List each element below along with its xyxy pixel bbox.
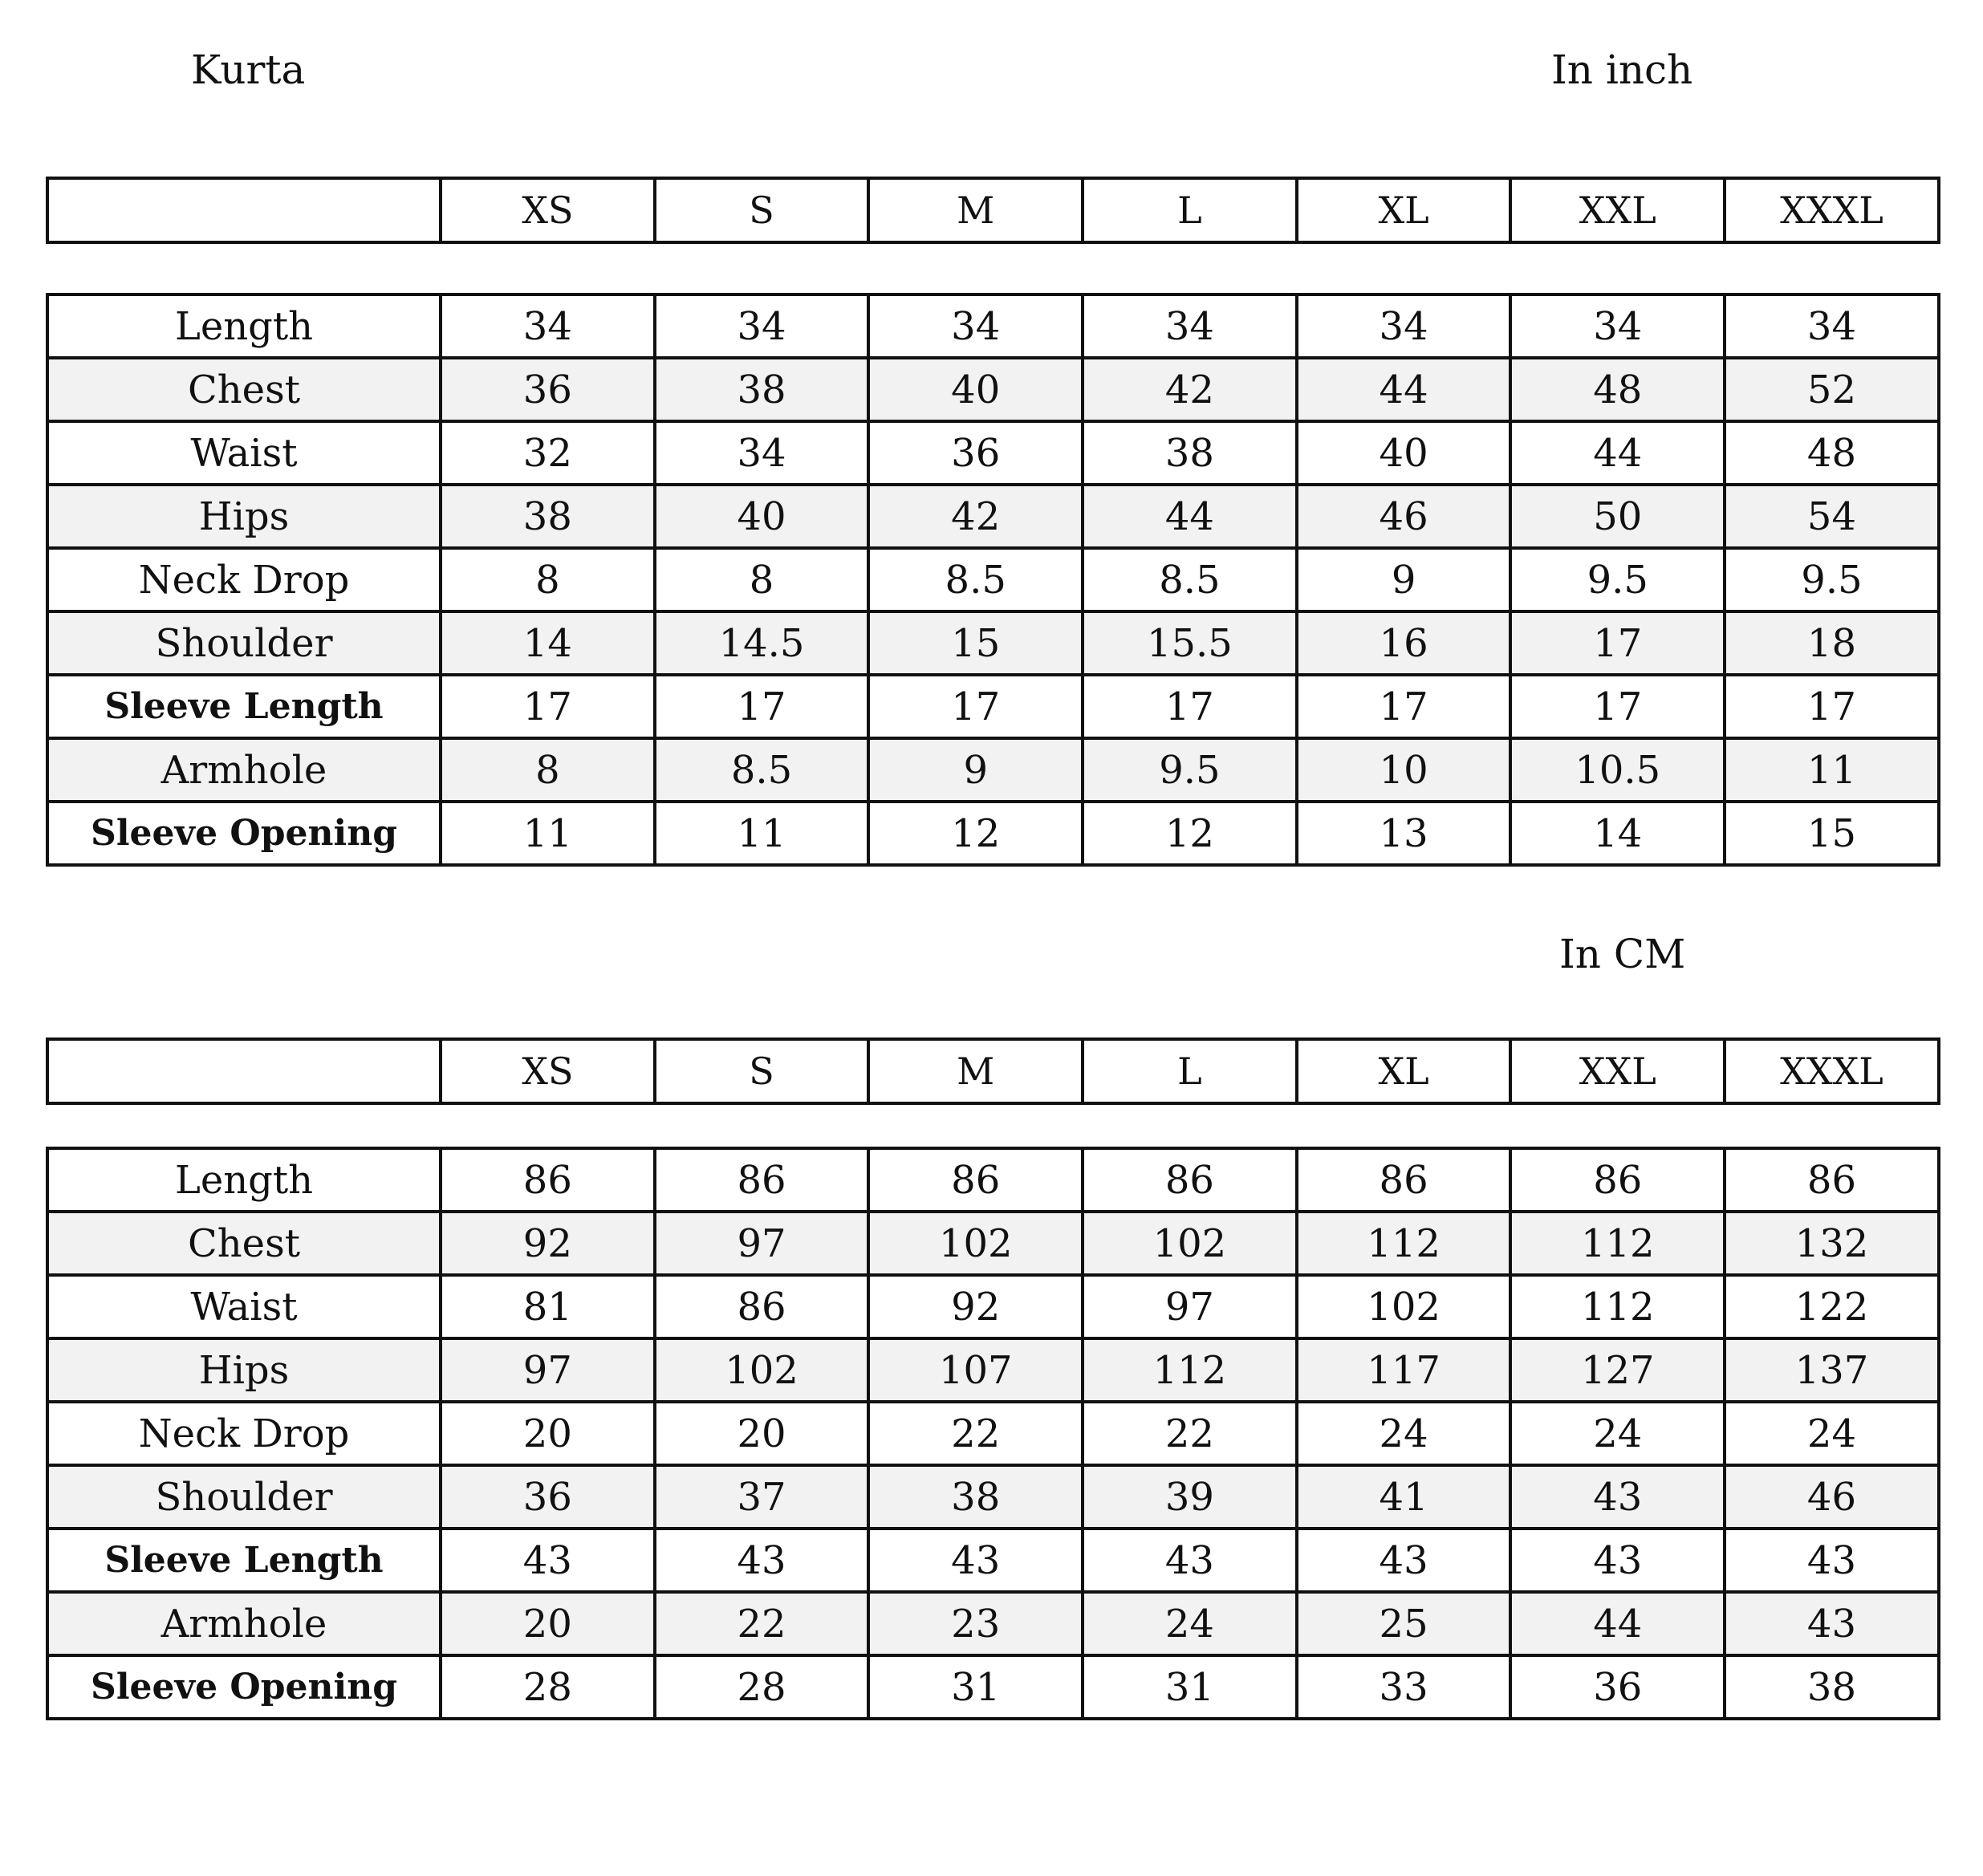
measurement-row — [47, 1529, 1939, 1592]
measurement-value: 38 — [441, 485, 655, 548]
measurement-value: 23 — [868, 1592, 1083, 1655]
measurement-value: 43 — [1510, 1529, 1725, 1592]
measurement-value: 54 — [1725, 485, 1939, 548]
measurement-value: 17 — [1725, 675, 1939, 738]
measurement-value: 40 — [655, 485, 869, 548]
measurement-value: 17 — [868, 675, 1083, 738]
measurement-value: 17 — [1510, 611, 1725, 675]
measurement-value: 34 — [441, 294, 655, 358]
measurement-label: Length — [47, 1148, 441, 1212]
measurement-value: 17 — [1083, 675, 1297, 738]
measurement-label: Chest — [47, 358, 441, 421]
measurement-value: 22 — [1083, 1402, 1297, 1465]
measurement-row — [47, 358, 1939, 421]
measurement-value: 18 — [1725, 611, 1939, 675]
measurement-row — [47, 1465, 1939, 1529]
measurement-value: 102 — [655, 1338, 869, 1402]
measurement-value: 20 — [441, 1402, 655, 1465]
inch-unit-caption: In inch — [1551, 47, 1693, 93]
measurement-value: 36 — [441, 1465, 655, 1529]
measurement-value: 112 — [1297, 1212, 1511, 1275]
measurement-value: 102 — [868, 1212, 1083, 1275]
size-header-cell: XXL — [1510, 178, 1725, 242]
measurement-value: 24 — [1083, 1592, 1297, 1655]
measurement-value: 34 — [655, 294, 869, 358]
measurement-value: 102 — [1297, 1275, 1511, 1338]
measurement-row — [47, 1592, 1939, 1655]
measurement-value: 17 — [441, 675, 655, 738]
measurement-value: 11 — [655, 802, 869, 865]
measurement-value: 127 — [1510, 1338, 1725, 1402]
measurement-value: 9.5 — [1510, 548, 1725, 611]
size-header-cell: XS — [441, 1039, 655, 1103]
measurement-label: Neck Drop — [47, 1402, 441, 1465]
inch-measurements-table — [46, 293, 1940, 867]
measurement-value: 86 — [655, 1275, 869, 1338]
measurement-value: 17 — [1510, 675, 1725, 738]
measurement-label: Shoulder — [47, 611, 441, 675]
size-header-row — [47, 178, 1939, 242]
measurement-value: 86 — [868, 1148, 1083, 1212]
measurement-value: 40 — [1297, 421, 1511, 485]
measurement-value: 43 — [868, 1529, 1083, 1592]
measurement-value: 22 — [655, 1592, 869, 1655]
size-header-cell: XL — [1297, 1039, 1511, 1103]
measurement-value: 31 — [1083, 1655, 1297, 1719]
measurement-value: 24 — [1725, 1402, 1939, 1465]
measurement-value: 9 — [1297, 548, 1511, 611]
inch-size-header-table — [46, 177, 1940, 244]
measurement-value: 8 — [441, 738, 655, 802]
measurement-value: 20 — [441, 1592, 655, 1655]
size-header-cell: S — [655, 178, 869, 242]
measurement-label: Sleeve Length — [47, 1529, 441, 1592]
measurement-value: 34 — [1510, 294, 1725, 358]
measurement-value: 43 — [441, 1529, 655, 1592]
measurement-value: 86 — [655, 1148, 869, 1212]
measurement-value: 28 — [441, 1655, 655, 1719]
measurement-value: 46 — [1725, 1465, 1939, 1529]
measurement-value: 15 — [868, 611, 1083, 675]
measurement-row — [47, 802, 1939, 865]
measurement-value: 41 — [1297, 1465, 1511, 1529]
measurement-value: 48 — [1510, 358, 1725, 421]
measurement-value: 34 — [1725, 294, 1939, 358]
measurement-value: 43 — [655, 1529, 869, 1592]
measurement-label: Hips — [47, 1338, 441, 1402]
measurement-value: 20 — [655, 1402, 869, 1465]
measurement-label: Sleeve Opening — [47, 802, 441, 865]
size-header-cell: XXXL — [1725, 1039, 1939, 1103]
measurement-value: 28 — [655, 1655, 869, 1719]
measurement-value: 92 — [868, 1275, 1083, 1338]
size-header-cell: XS — [441, 178, 655, 242]
measurement-value: 38 — [1083, 421, 1297, 485]
measurement-value: 34 — [1083, 294, 1297, 358]
measurement-value: 50 — [1510, 485, 1725, 548]
measurement-value: 97 — [1083, 1275, 1297, 1338]
measurement-value: 12 — [1083, 802, 1297, 865]
measurement-value: 10.5 — [1510, 738, 1725, 802]
measurement-value: 42 — [868, 485, 1083, 548]
measurement-value: 38 — [1725, 1655, 1939, 1719]
measurement-value: 112 — [1510, 1212, 1725, 1275]
size-header-cell: L — [1083, 178, 1297, 242]
measurement-value: 86 — [1297, 1148, 1511, 1212]
header-empty-cell — [47, 1039, 441, 1103]
measurement-value: 8 — [441, 548, 655, 611]
measurement-value: 11 — [1725, 738, 1939, 802]
measurement-value: 9.5 — [1083, 738, 1297, 802]
measurement-value: 36 — [1510, 1655, 1725, 1719]
measurement-value: 17 — [1297, 675, 1511, 738]
cm-size-header-table — [46, 1037, 1940, 1105]
measurement-value: 44 — [1083, 485, 1297, 548]
measurement-label: Waist — [47, 1275, 441, 1338]
measurement-value: 86 — [1510, 1148, 1725, 1212]
measurement-row — [47, 738, 1939, 802]
measurement-value: 14 — [1510, 802, 1725, 865]
measurement-value: 112 — [1083, 1338, 1297, 1402]
size-header-cell: M — [868, 1039, 1083, 1103]
measurement-label: Sleeve Opening — [47, 1655, 441, 1719]
measurement-value: 31 — [868, 1655, 1083, 1719]
measurement-value: 52 — [1725, 358, 1939, 421]
size-header-cell: S — [655, 1039, 869, 1103]
measurement-value: 22 — [868, 1402, 1083, 1465]
measurement-value: 43 — [1297, 1529, 1511, 1592]
measurement-row — [47, 1148, 1939, 1212]
measurement-value: 9 — [868, 738, 1083, 802]
cm-measurements-table — [46, 1147, 1940, 1720]
measurement-value: 8 — [655, 548, 869, 611]
measurement-label: Armhole — [47, 1592, 441, 1655]
measurement-row — [47, 1275, 1939, 1338]
measurement-row — [47, 675, 1939, 738]
measurement-value: 107 — [868, 1338, 1083, 1402]
measurement-value: 33 — [1297, 1655, 1511, 1719]
measurement-value: 25 — [1297, 1592, 1511, 1655]
measurement-value: 36 — [868, 421, 1083, 485]
measurement-row — [47, 485, 1939, 548]
size-header-cell: XXL — [1510, 1039, 1725, 1103]
measurement-label: Chest — [47, 1212, 441, 1275]
measurement-value: 92 — [441, 1212, 655, 1275]
measurement-value: 43 — [1083, 1529, 1297, 1592]
measurement-value: 32 — [441, 421, 655, 485]
measurement-value: 8.5 — [1083, 548, 1297, 611]
measurement-value: 43 — [1510, 1465, 1725, 1529]
measurement-value: 44 — [1510, 1592, 1725, 1655]
measurement-label: Sleeve Length — [47, 675, 441, 738]
measurement-label: Hips — [47, 485, 441, 548]
measurement-row — [47, 1655, 1939, 1719]
measurement-value: 39 — [1083, 1465, 1297, 1529]
measurement-value: 132 — [1725, 1212, 1939, 1275]
document-title: Kurta — [191, 47, 306, 93]
measurement-label: Waist — [47, 421, 441, 485]
measurement-value: 86 — [1083, 1148, 1297, 1212]
size-header-cell: XL — [1297, 178, 1511, 242]
measurement-label: Neck Drop — [47, 548, 441, 611]
measurement-value: 40 — [868, 358, 1083, 421]
measurement-value: 8.5 — [868, 548, 1083, 611]
measurement-value: 97 — [655, 1212, 869, 1275]
measurement-row — [47, 548, 1939, 611]
measurement-value: 43 — [1725, 1529, 1939, 1592]
size-header-cell: XXXL — [1725, 178, 1939, 242]
measurement-row — [47, 1212, 1939, 1275]
measurement-value: 86 — [441, 1148, 655, 1212]
size-header-cell: L — [1083, 1039, 1297, 1103]
measurement-value: 24 — [1510, 1402, 1725, 1465]
measurement-value: 112 — [1510, 1275, 1725, 1338]
measurement-row — [47, 1402, 1939, 1465]
measurement-value: 37 — [655, 1465, 869, 1529]
measurement-value: 44 — [1510, 421, 1725, 485]
measurement-value: 97 — [441, 1338, 655, 1402]
size-header-row — [47, 1039, 1939, 1103]
measurement-value: 15.5 — [1083, 611, 1297, 675]
measurement-value: 13 — [1297, 802, 1511, 865]
measurement-value: 8.5 — [655, 738, 869, 802]
measurement-value: 17 — [655, 675, 869, 738]
measurement-value: 24 — [1297, 1402, 1511, 1465]
cm-unit-caption: In CM — [1559, 931, 1686, 977]
size-header-cell: M — [868, 178, 1083, 242]
measurement-value: 15 — [1725, 802, 1939, 865]
measurement-value: 122 — [1725, 1275, 1939, 1338]
measurement-value: 11 — [441, 802, 655, 865]
measurement-value: 38 — [655, 358, 869, 421]
measurement-value: 34 — [655, 421, 869, 485]
measurement-value: 36 — [441, 358, 655, 421]
measurement-row — [47, 1338, 1939, 1402]
measurement-label: Armhole — [47, 738, 441, 802]
measurement-value: 9.5 — [1725, 548, 1939, 611]
measurement-value: 10 — [1297, 738, 1511, 802]
measurement-value: 81 — [441, 1275, 655, 1338]
measurement-value: 46 — [1297, 485, 1511, 548]
measurement-value: 43 — [1725, 1592, 1939, 1655]
measurement-value: 137 — [1725, 1338, 1939, 1402]
measurement-value: 117 — [1297, 1338, 1511, 1402]
measurement-row — [47, 611, 1939, 675]
measurement-value: 42 — [1083, 358, 1297, 421]
measurement-label: Shoulder — [47, 1465, 441, 1529]
measurement-value: 14 — [441, 611, 655, 675]
measurement-value: 48 — [1725, 421, 1939, 485]
measurement-value: 44 — [1297, 358, 1511, 421]
measurement-value: 12 — [868, 802, 1083, 865]
measurement-value: 102 — [1083, 1212, 1297, 1275]
measurement-value: 14.5 — [655, 611, 869, 675]
measurement-value: 16 — [1297, 611, 1511, 675]
measurement-value: 38 — [868, 1465, 1083, 1529]
header-empty-cell — [47, 178, 441, 242]
measurement-value: 34 — [868, 294, 1083, 358]
measurement-row — [47, 421, 1939, 485]
measurement-value: 34 — [1297, 294, 1511, 358]
measurement-row — [47, 294, 1939, 358]
measurement-value: 86 — [1725, 1148, 1939, 1212]
measurement-label: Length — [47, 294, 441, 358]
